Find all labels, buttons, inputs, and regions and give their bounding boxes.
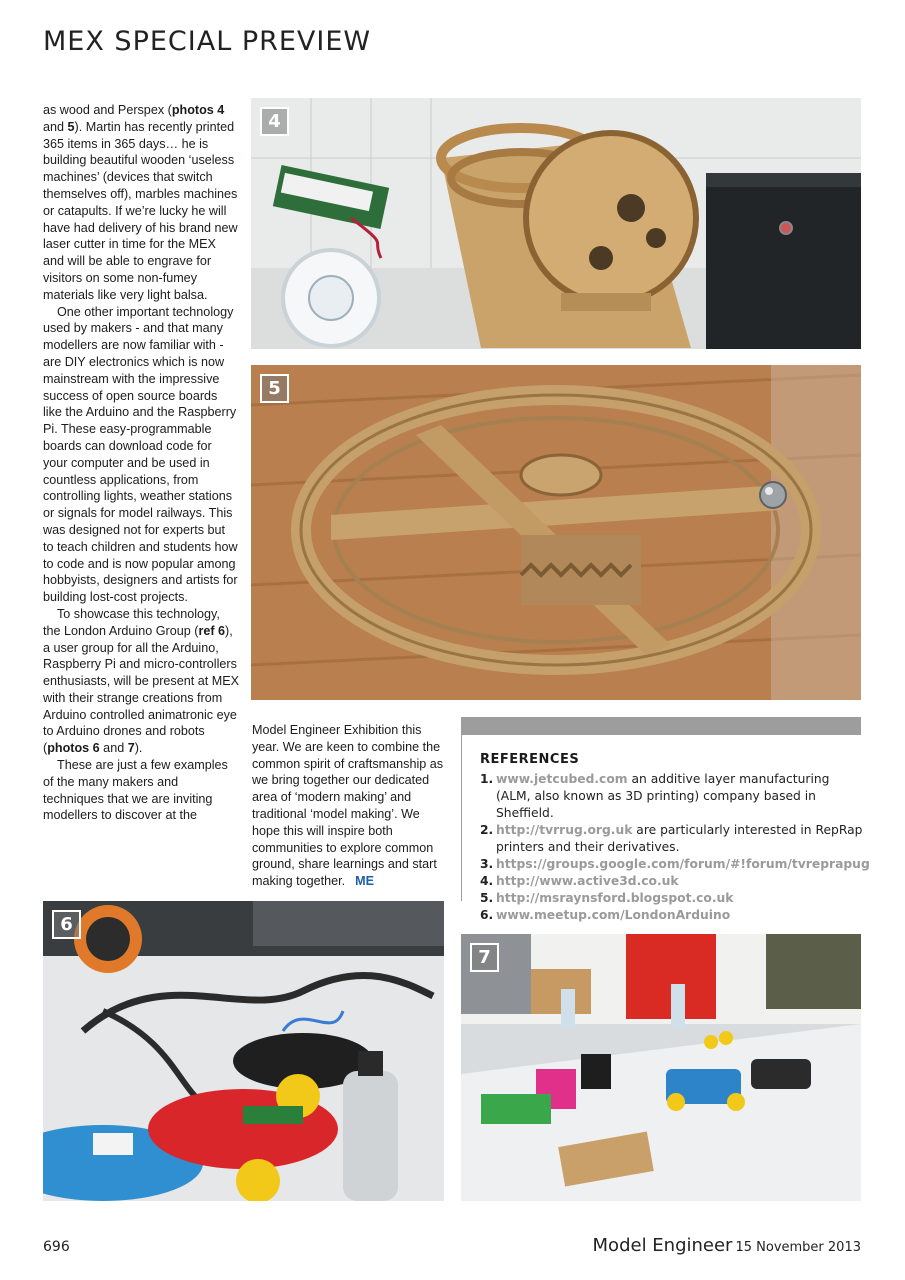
reference-link[interactable]: www.jetcubed.com	[496, 772, 628, 786]
reference-item: 4. http://www.active3d.co.uk	[480, 874, 679, 888]
paragraph-3: To showcase this technology, the London Arduino Group (ref 6), a user group for all the Arduino, Raspberry Pi and micro-controllers enthusiasts, will be present at MEX with their strange creations from Arduino controlled animatronic eye to Arduino drones and robots (photos 6 and 7).	[43, 606, 239, 756]
photo-5	[251, 365, 861, 700]
photo-6	[43, 901, 444, 1201]
photo-4-image	[251, 98, 861, 349]
references-list	[480, 771, 870, 924]
paragraph-1: as wood and Perspex (photos 4 and 5). Martin has recently printed 365 items in 365 days… he is building beautiful wooden ‘useless machines’ (devices that switch themselves off), marbles machines or catapults. If we’re lucky he will have had delivery of his brand new laser cutter in time for the MEX and will be able to engrave for visitors on some non-fumey materials like very light balsa.	[43, 103, 238, 302]
article-column-2	[252, 722, 450, 890]
paragraph-5: Model Engineer Exhibition this year. We are keen to combine the common spirit of craftsmanship as we bring together our dedicated area of ‘modern making’ and traditional ‘model making’. We hope this will inspire both communities to explore common ground, share learnings and start making together. ME	[252, 723, 444, 889]
photo-7-number: 7	[470, 943, 499, 972]
photo-4-number: 4	[260, 107, 289, 136]
reference-link[interactable]: https://groups.google.com/forum/#!forum/tvreprapug	[496, 857, 870, 871]
references-heading: REFERENCES	[480, 752, 580, 767]
magazine-title: Model Engineer	[592, 1235, 733, 1256]
reference-link[interactable]: http://www.active3d.co.uk	[496, 874, 679, 888]
page-number: 696	[43, 1239, 70, 1255]
reference-item: 3. https://groups.google.com/forum/#!forum/tvreprapug	[480, 857, 870, 871]
magazine-footer	[593, 1235, 861, 1256]
photo-5-image	[251, 365, 861, 700]
paragraph-2: One other important technology used by makers - and that many modellers are now familiar with - are DIY electronics which is now mainstream with the impressive success of open source boards like the Arduino and the Raspberry Pi. These easy-programmable boards can download code for your computer and be used in countless applications, from controlling lights, weather stations or signals for model railways. This was designed not for experts but to teach children and students how to code and is now popular among hobbyists, designers and artists for building lost-cost projects.	[43, 304, 238, 605]
reference-item: 6. www.meetup.com/LondonArduino	[480, 908, 731, 922]
reference-item: 5. http://msraynsford.blogspot.co.uk	[480, 891, 734, 905]
reference-link[interactable]: http://msraynsford.blogspot.co.uk	[496, 891, 734, 905]
photo-4	[251, 98, 861, 349]
reference-link[interactable]: www.meetup.com/LondonArduino	[496, 908, 731, 922]
article-column-1	[43, 102, 239, 824]
reference-item: 2. http://tvrrug.org.uk are particularly interested in RepRap printers and their derivatives.	[480, 823, 863, 854]
reference-item: 1. www.jetcubed.com an additive layer manufacturing (ALM, also known as 3D printing) company based in Sheffield.	[480, 772, 830, 820]
end-mark: ME	[355, 874, 375, 889]
photo-6-image	[43, 901, 444, 1201]
issue-date: 15 November 2013	[735, 1240, 861, 1255]
references-rule	[461, 735, 462, 901]
references-box	[480, 752, 870, 924]
page-title: MEX SPECIAL PREVIEW	[43, 26, 372, 57]
reference-link[interactable]: http://tvrrug.org.uk	[496, 823, 633, 837]
photo-6-number: 6	[52, 910, 81, 939]
references-bar	[461, 717, 861, 735]
photo-5-number: 5	[260, 374, 289, 403]
photo-7-image	[461, 934, 861, 1201]
photo-7	[461, 934, 861, 1201]
paragraph-4: These are just a few examples of the many makers and techniques that we are inviting modellers to discover at the	[43, 758, 228, 823]
